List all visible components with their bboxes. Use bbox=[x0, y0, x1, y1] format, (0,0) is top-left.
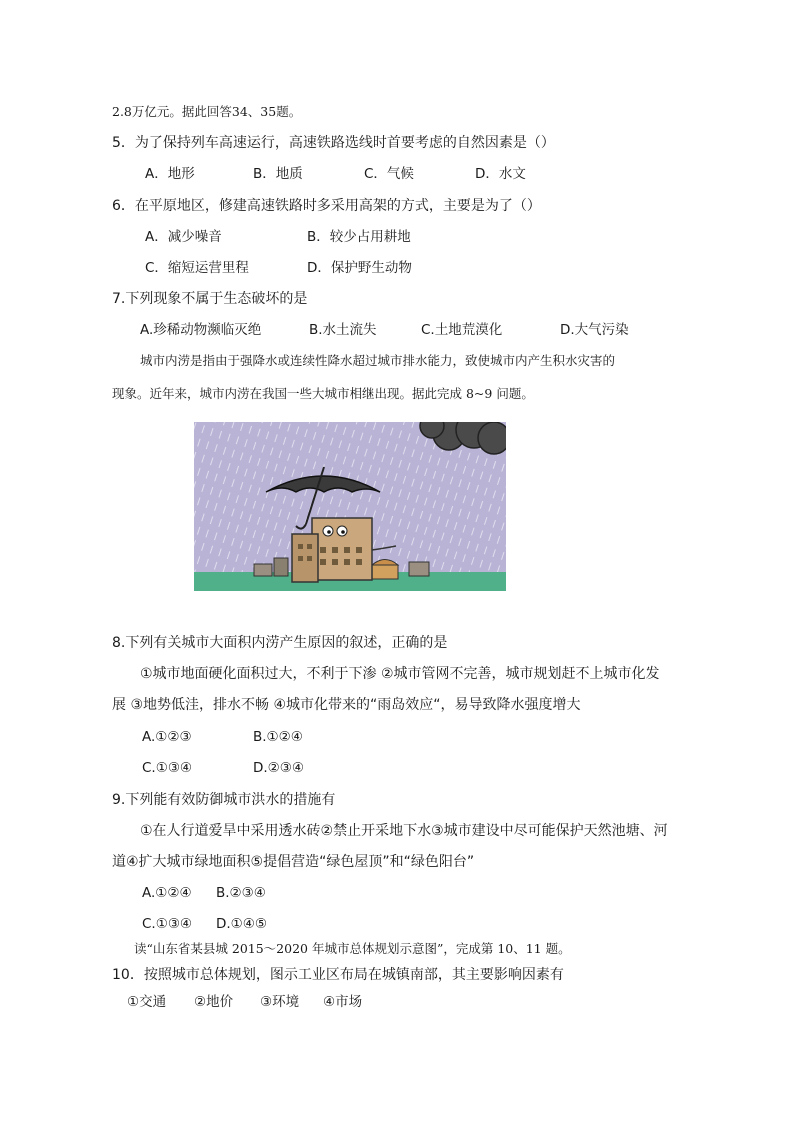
q6-option-c: C．缩短运营里程 bbox=[145, 260, 249, 276]
q8-option-d: D.②③④ bbox=[253, 760, 304, 776]
passage-8-9-line1: 城市内涝是指由于强降水或连续性降水超过城市排水能力，致使城市内产生积水灾害的 bbox=[140, 353, 616, 368]
q10-option-3: ③环境 bbox=[260, 994, 300, 1010]
q7-option-a: A.珍稀动物濒临灭绝 bbox=[140, 322, 262, 338]
q6-option-b: B．较少占用耕地 bbox=[307, 229, 411, 245]
q10-stem: 10．按照城市总体规划，图示工业区布局在城镇南部，其主要影响因素有 bbox=[112, 967, 564, 983]
q6-stem: 6．在平原地区，修建高速铁路时多采用高架的方式，主要是为了（） bbox=[112, 198, 541, 214]
q5-option-c: C．气候 bbox=[364, 166, 414, 182]
q9-option-d: D.①④⑤ bbox=[216, 916, 267, 932]
q9-option-a: A.①②④ bbox=[142, 885, 192, 901]
q7-option-b: B.水土流失 bbox=[309, 322, 377, 338]
q5-stem: 5．为了保持列车高速运行，高速铁路选线时首要考虑的自然因素是（） bbox=[112, 135, 555, 151]
q7-stem: 7.下列现象不属于生态破坏的是 bbox=[112, 291, 308, 307]
q9-line1: ①在人行道爱旱中采用透水砖②禁止开采地下水③城市建设中尽可能保护天然池塘、河 bbox=[140, 823, 668, 839]
q8-option-b: B.①②④ bbox=[253, 729, 303, 745]
q5-option-b: B．地质 bbox=[253, 166, 303, 182]
q7-option-d: D.大气污染 bbox=[560, 322, 629, 338]
q8-option-a: A.①②③ bbox=[142, 729, 192, 745]
passage-8-9-line2: 现象。近年来，城市内涝在我国一些大城市相继出现。据此完成 8~9 问题。 bbox=[112, 386, 534, 401]
intro-line: 2.8万亿元。据此回答34、35题。 bbox=[112, 104, 302, 119]
q10-option-2: ②地价 bbox=[194, 994, 234, 1010]
q10-option-1: ①交通 bbox=[127, 994, 167, 1010]
q8-option-c: C.①③④ bbox=[142, 760, 193, 776]
q6-option-a: A．减少噪音 bbox=[145, 229, 222, 245]
passage-10-11: 读“山东省某县城 2015～2020 年城市总体规划示意图”，完成第 10、11 题。 bbox=[134, 941, 571, 956]
q6-option-d: D．保护野生动物 bbox=[307, 260, 412, 276]
q10-option-4: ④市场 bbox=[323, 994, 363, 1010]
q9-option-c: C.①③④ bbox=[142, 916, 193, 932]
rainstorm-illustration bbox=[194, 422, 506, 591]
q5-option-d: D．水文 bbox=[475, 166, 526, 182]
q8-line1: ①城市地面硬化面积过大，不利于下渗 ②城市管网不完善，城市规划赶不上城市化发 bbox=[140, 666, 660, 682]
q8-stem: 8.下列有关城市大面积内涝产生原因的叙述，正确的是 bbox=[112, 635, 448, 651]
q9-option-b: B.②③④ bbox=[216, 885, 266, 901]
q9-line2: 道④扩大城市绿地面积⑤提倡营造“绿色屋顶”和“绿色阳台” bbox=[112, 854, 475, 870]
q5-option-a: A．地形 bbox=[145, 166, 195, 182]
q9-stem: 9.下列能有效防御城市洪水的措施有 bbox=[112, 792, 336, 808]
q8-line2: 展 ③地势低洼，排水不畅 ④城市化带来的“雨岛效应“，易导致降水强度增大 bbox=[112, 697, 581, 713]
q7-option-c: C.土地荒漠化 bbox=[421, 322, 503, 338]
